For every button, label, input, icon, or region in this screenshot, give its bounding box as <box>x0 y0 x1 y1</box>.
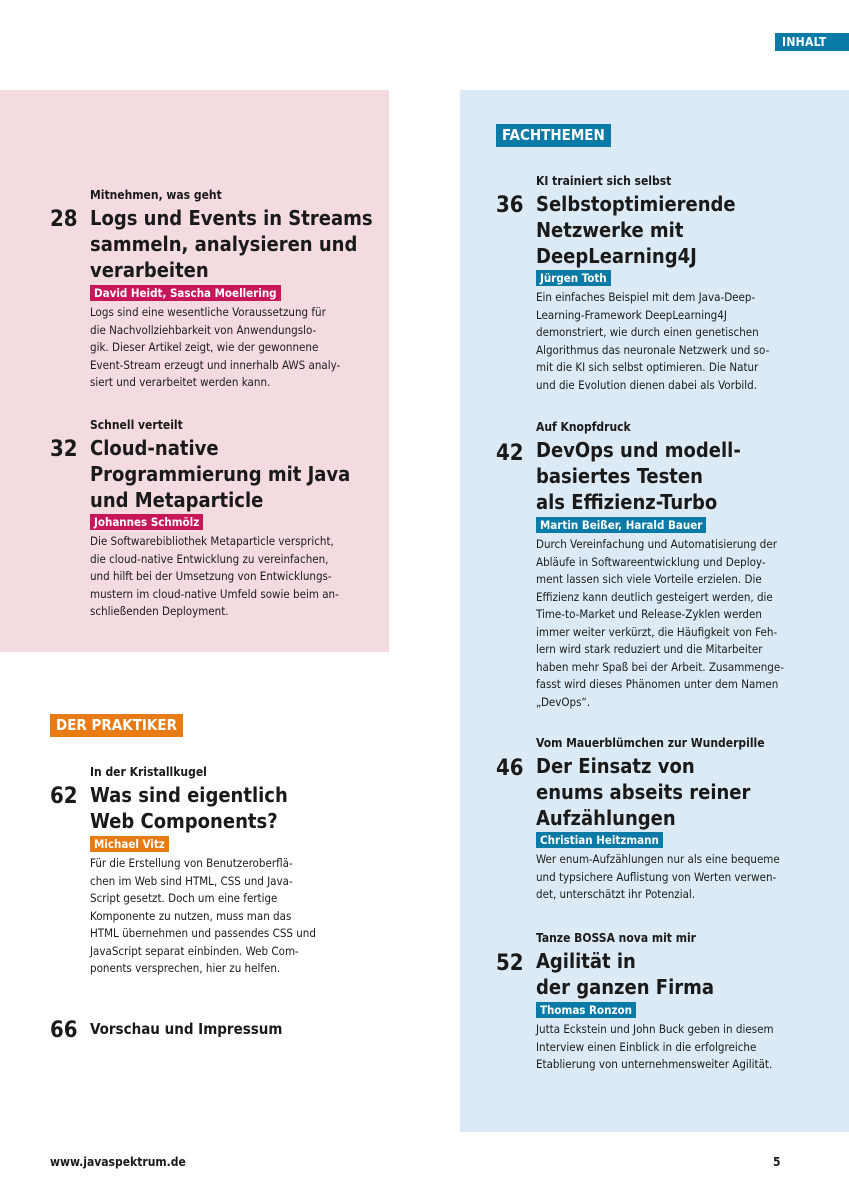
article-page-number: 36 <box>496 193 524 218</box>
footer-url[interactable]: www.javaspektrum.de <box>50 1155 186 1169</box>
article-author: David Heidt, Sascha Moellering <box>90 285 281 301</box>
article-page-number: 62 <box>50 784 78 809</box>
article-author: Michael Vitz <box>90 836 169 852</box>
article-author: Thomas Ronzon <box>536 1002 636 1018</box>
footer-page-number: 5 <box>773 1155 781 1169</box>
article-page-number: 42 <box>496 441 524 466</box>
article-author: Martin Beißer, Harald Bauer <box>536 517 706 533</box>
article-teaser: Für die Erstellung von Benutzeroberflä- chen im Web sind HTML, CSS und Java- Script gesetzt. Doch um eine fertige Komponente zu nutzen, muss man das HTML übernehmen und passendes CSS und JavaScript separat einbinden. Web Com- ponents versprechen, hier zu helfen. <box>90 856 316 975</box>
section-label-fachthemen: FACHTHEMEN <box>496 124 611 147</box>
article-teaser: Jutta Eckstein und John Buck geben in diesem Interview einen Einblick in die erfolgreiche Etablierung von unternehmensweiter Agilität. <box>536 1022 774 1071</box>
extra-title[interactable]: Vorschau und Impressum <box>90 1020 283 1038</box>
article-teaser: Ein einfaches Beispiel mit dem Java-Deep- Learning-Framework DeepLearning4J demonstriert, wie durch einen genetischen Algorithmus das neuronale Netzwerk und so- mit die KI sich selbst optimieren. Die Natur und die Evolution dienen dabei als Vorbild. <box>536 290 770 392</box>
article-title[interactable]: Agilität in der ganzen Firma <box>536 949 715 999</box>
article-teaser: Logs sind eine wesentliche Voraussetzung für die Nachvollziehbarkeit von Anwendungslo- gik. Dieser Artikel zeigt, wie der gewonnene Event-Stream erzeugt und innerhalb AWS analy- siert und verarbeitet werden kann. <box>90 305 341 389</box>
article-page-number: 32 <box>50 437 78 462</box>
article-title[interactable]: DevOps und modell- basiertes Testen als Effizienz-Turbo <box>536 438 741 514</box>
section-tag-inhalt: INHALT <box>775 33 849 51</box>
article-title[interactable]: Logs und Events in Streams sammeln, analysieren und verarbeiten <box>90 206 373 282</box>
article-kicker: Schnell verteilt <box>90 418 183 432</box>
article-kicker: In der Kristallkugel <box>90 765 207 779</box>
article-title[interactable]: Selbstoptimierende Netzwerke mit DeepLearning4J <box>536 192 736 268</box>
article-title[interactable]: Der Einsatz von enums abseits reiner Aufzählungen <box>536 754 751 830</box>
article-teaser: Durch Vereinfachung und Automatisierung der Abläufe in Softwareentwicklung und Deploy- ment lassen sich viele Vorteile erzielen. Die Effizienz kann deutlich gesteigert werden, die Time-to-Market und Release-Zyklen werden immer weiter verkürzt, die Häufigkeit von Feh- lern wird stark reduziert und die Mitarbeiter haben mehr Spaß bei der Arbeit. Zusammenge- fasst wird dieses Phänomen unter dem Namen „DevOps“. <box>536 537 784 709</box>
article-page-number: 52 <box>496 951 524 976</box>
article-author: Johannes Schmölz <box>90 514 203 530</box>
article-kicker: Mitnehmen, was geht <box>90 188 222 202</box>
section-label-der-praktiker: DER PRAKTIKER <box>50 714 183 737</box>
article-teaser: Wer enum-Aufzählungen nur als eine bequeme und typsichere Auflistung von Werten verwen- det, unterschätzt ihr Potenzial. <box>536 852 780 901</box>
article-kicker: Vom Mauerblümchen zur Wunderpille <box>536 736 765 750</box>
article-kicker: Tanze BOSSA nova mit mir <box>536 931 696 945</box>
article-author: Jürgen Toth <box>536 270 611 286</box>
article-title[interactable]: Cloud-native Programmierung mit Java und Metaparticle <box>90 436 351 512</box>
extra-page-number: 66 <box>50 1018 78 1043</box>
article-page-number: 28 <box>50 207 78 232</box>
article-title[interactable]: Was sind eigentlich Web Components? <box>90 783 288 833</box>
article-author: Christian Heitzmann <box>536 832 663 848</box>
article-kicker: KI trainiert sich selbst <box>536 174 672 188</box>
article-kicker: Auf Knopfdruck <box>536 420 631 434</box>
article-page-number: 46 <box>496 756 524 781</box>
article-teaser: Die Softwarebibliothek Metaparticle verspricht, die cloud-native Entwicklung zu vereinfachen, und hilft bei der Umsetzung von Entwicklungs- mustern im cloud-native Umfeld sowie beim an- schließenden Deployment. <box>90 534 339 618</box>
